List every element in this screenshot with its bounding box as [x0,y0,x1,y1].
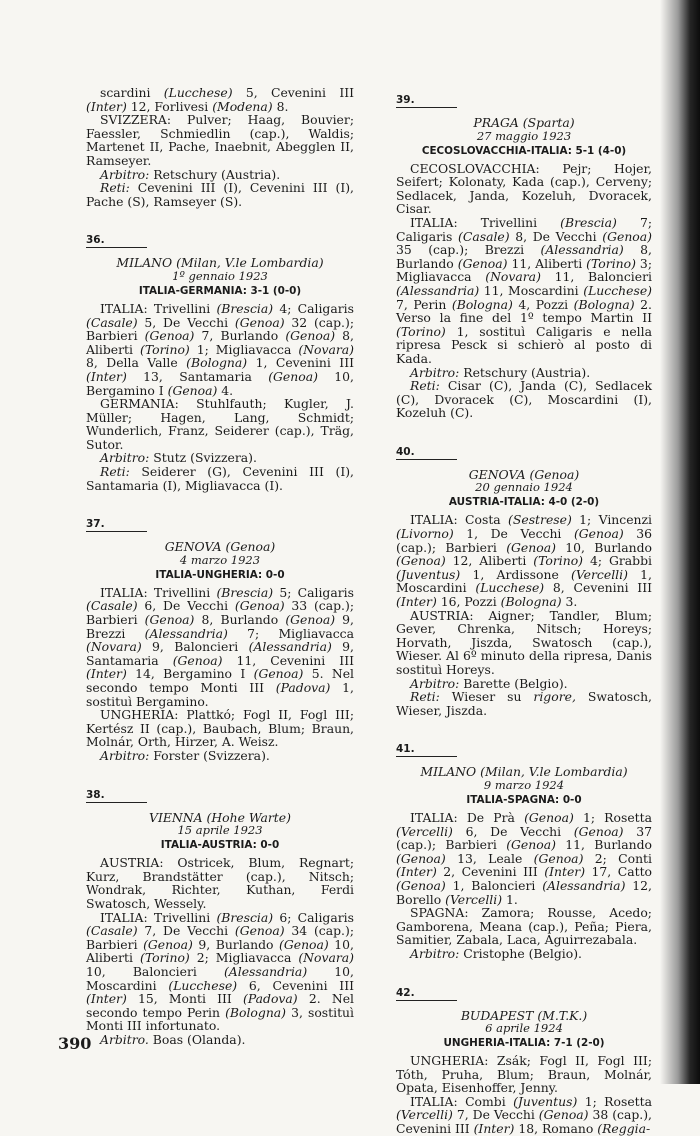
text-run: 36 (cap.); Barbieri [396,526,652,555]
match-result: CECOSLOVACCHIA-ITALIA: 5-1 (4-0) [421,144,627,157]
text-run: AUSTRIA: Ostricek, Blum, Regnart; Kurz, Brandstätter (cap.), Nitsch; Wondrak, Richter, Kuthan, Ferdi Swatosch, Wessely. [86,855,354,911]
text-paragraph [396,811,652,906]
italic-run: (Juventus) [396,566,461,582]
text-run: 11, Baloncieri [540,269,652,285]
text-run: 1; Rosetta [573,809,652,825]
text-paragraph [86,113,354,167]
text-run: 34 (cap.); Barbieri [86,923,355,952]
italic-run: (Casale) [458,228,510,244]
text-run: 1, Baloncieri [445,877,543,893]
text-run: 12, Borello [396,877,652,907]
text-paragraph [86,1033,354,1047]
italic-run: (Novara) [298,341,354,357]
text-run: GERMANIA: Stuhlfauth; Kugler, J. Müller; Hagen, Lang, Schmidt; Wunderlich, Franz, Seiderer (cap.), Träg, Sutor. [86,396,354,452]
italic-run: Arbitro: [100,747,150,763]
match-venue: MILANO (Milan, V.le Lombardia) [116,255,324,271]
text-run: 2, Cevenini III [436,864,545,880]
text-paragraph [86,465,354,492]
text-run: 33 (cap.); Barbieri [86,598,355,628]
text-paragraph [86,911,354,1033]
page-number: 390 [58,1034,92,1053]
match-venue: VIENNA (Hohe Warte) [149,809,291,825]
text-run: 7, Burlando [194,328,286,344]
text-run: 2. Nel secondo tempo Perin [86,991,354,1020]
italic-run: (Novara) [298,950,354,966]
text-paragraph [396,216,652,366]
match-number: 36. [86,234,147,248]
text-run: 1. [502,891,518,907]
match-date: 20 gennaio 1924 [475,480,573,495]
match-number-row [396,88,652,108]
italic-run: (Padova) [243,991,298,1007]
match-result: ITALIA-AUSTRIA: 0-0 [160,839,280,852]
text-run: 9, Brezzi [86,612,354,641]
text-paragraph [396,609,652,677]
text-run: 11, Cevenini III [222,652,354,668]
italic-run: (Casale) [86,598,138,614]
italic-run: (Torino) [586,255,636,271]
text-run: UNGHERIA: Zsák; Fogl II, Fogl III; Tóth, Pruha, Blum; Braun, Molnár, Opata, Eisenhoffer, Jenny. [396,1053,652,1096]
text-run: 6, Cevenini III [237,977,354,993]
text-run: 7; Migliavacca [227,625,354,641]
text-run: 5; Caligaris [273,584,354,600]
text-paragraph [86,168,354,182]
text-run: 3, sostituì Monti III infortunato. [86,1004,354,1034]
match-number-row [396,440,652,460]
italic-run: (Genoa) [538,1107,589,1123]
italic-run: (Brescia) [216,300,274,316]
italic-run: Arbitro: [100,166,150,182]
italic-run: Arbitro: [410,364,460,380]
text-run: 4. [217,382,234,398]
italic-run: (Genoa) [524,809,574,825]
match-number: 42. [396,987,457,1001]
text-run: 38 (cap.), Cevenini III [396,1107,652,1136]
text-run: 10, Bergamino I [86,368,354,398]
match-number-row [86,512,354,532]
italic-run: Arbitro: [410,945,460,961]
text-paragraph [396,162,652,216]
text-run: 8, Aliberti [86,328,354,357]
text-run: Barette (Belgio). [459,675,568,691]
text-run: 6; Caligaris [273,909,354,925]
match-venue: MILANO (Milan, V.le Lombardia) [420,764,628,780]
italic-run: (Inter) [544,864,586,880]
text-run: 18, Romano [514,1121,598,1136]
text-paragraph [86,708,354,749]
match-number-row [396,981,652,1001]
text-run: 5, De Vecchi [137,314,235,330]
italic-run: (Novara) [86,639,142,655]
text-run: 13, Leale [445,850,534,866]
text-run: 32 (cap.); Barbieri [86,314,355,344]
italic-run: (Livorno) [396,526,454,542]
text-run: 1, sostituì Caligaris e nella ripresa Pesck si schierò al posto di Kada. [396,323,652,366]
italic-run: (Genoa) [144,612,195,628]
italic-run: (Genoa) [396,877,446,893]
italic-run: (Alessandria) [396,282,480,298]
text-paragraph [396,366,652,380]
text-run: 3. [561,594,578,610]
italic-run: (Genoa) [533,850,584,866]
italic-run: (Bologna) [225,1004,287,1020]
text-paragraph [86,181,354,208]
text-run: 12, Forlivesi [126,98,213,114]
text-run: UNGHERIA: Plattkó; Fogl II, Fogl III; Kertész II (cap.), Baubach, Blum; Braun, Molnár, Orth, Hirzer, A. Weisz. [86,707,354,750]
italic-run: (Inter) [396,864,437,880]
italic-run: (Genoa) [396,850,446,866]
match-number-row [396,737,652,757]
text-run: 1, Moscardini [396,566,652,596]
text-run: Seiderer (G), Cevenini III (I), Santamaria (I), Migliavacca (I). [86,464,354,493]
text-run: 1, De Vecchi [453,526,574,542]
text-paragraph [396,677,652,691]
match-number-row [86,228,354,248]
text-run: 1; Vincenzi [571,512,652,528]
text-run: Wieser su [439,689,534,705]
text-run: 11, Moscardini [479,282,584,298]
italic-run: (Alessandria) [144,625,228,641]
text-run: 5. Nel secondo tempo Monti III [86,666,354,695]
text-paragraph [86,397,354,451]
match-number: 38. [86,789,147,803]
text-run: Stutz (Svizzera). [149,450,257,466]
match-date: 9 marzo 1924 [483,777,565,792]
italic-run: (Genoa) [172,652,223,668]
text-paragraph [396,379,652,420]
match-number: 41. [396,743,457,757]
italic-run: (Genoa) [285,328,336,344]
text-run: 6, De Vecchi [137,598,235,614]
italic-run: (Genoa) [234,314,285,330]
text-paragraph [86,749,354,763]
text-run: 17, Catto [585,864,653,880]
match-venue: PRAGA (Sparta) [473,115,575,130]
italic-run: (Padova) [275,680,331,695]
text-run: 2; Migliavacca [189,950,299,966]
text-run: 35 (cap.); Brezzi [396,242,541,258]
text-run: 8, Cevenini III [544,580,652,596]
match-date: 1º gennaio 1923 [172,268,268,283]
match-result: ITALIA-UNGHERIA: 0-0 [155,568,285,581]
text-run: 8. [272,98,289,114]
text-run: 37 (cap.); Barbieri [396,823,652,853]
text-run: 8, Burlando [396,242,652,271]
italic-run: (Brescia) [216,909,274,925]
text-run: ITALIA: Costa [410,512,509,528]
match-venue: GENOVA (Genoa) [468,466,580,482]
text-run: Cevenini III (I), Cevenini III (I), Pache (S), Ramseyer (S). [86,180,354,209]
italic-run: (Genoa) [573,526,624,542]
text-run: 4; Grabbi [583,553,652,569]
text-paragraph [396,513,652,608]
match-number: 39. [396,94,457,108]
italic-run: (Vercelli) [445,891,503,907]
text-run: ITALIA: Trivellini [100,584,217,600]
text-run: 6, De Vecchi [452,823,574,839]
left-column [86,86,354,1046]
text-run: 1; Rosetta [577,1093,652,1109]
text-paragraph [396,906,652,947]
text-run: Forster (Svizzera). [149,747,270,763]
italic-run: (Bologna) [451,296,513,312]
italic-run: (Brescia) [216,584,274,600]
text-run: 9, Baloncieri [141,639,249,655]
italic-run: (Genoa) [268,368,318,384]
text-run: Retschury (Austria). [149,166,281,182]
text-run: CECOSLOVACCHIA: Pejr; Hojer, Seifert; Kolonaty, Kada (cap.), Cerveny; Sedlacek, Janda, Kozeluh, Dvoracek, Cisar. [396,160,652,217]
text-run: 11, Aliberti [507,255,587,271]
italic-run: (Reggia- [597,1121,651,1136]
italic-run: (Genoa) [506,539,556,555]
text-run: 4; Caligaris [273,300,354,316]
text-run: SPAGNA: Zamora; Rousse, Acedo; Gamborena, Meana (cap.), Peña; Piera, Samitier, Zabala, Laca, Aguirrezabala. [396,905,652,948]
italic-run: (Novara) [485,269,541,285]
italic-run: Reti: [410,378,440,394]
text-paragraph [86,856,354,910]
italic-run: Arbitro. [100,1031,149,1047]
text-run: SVIZZERA: Pulver; Haag, Bouvier; Faessler, Schmiedlin (cap.), Waldis; Martenet II, Pache, Inaebnit, Abegglen II, Ramseyer. [86,112,354,168]
text-run: 8, Della Valle [86,355,187,371]
text-run: 15, Monti III [126,991,244,1007]
text-run: 2; Conti [583,850,652,866]
text-run: 7, Perin [396,296,452,312]
text-run: ITALIA: Trivellini [100,909,217,925]
italic-run: (Brescia) [560,214,617,230]
match-venue: BUDAPEST (M.T.K.) [460,1007,588,1023]
italic-run: Arbitro: [410,675,460,691]
italic-run: (Lucchese) [583,282,652,298]
italic-run: (Bologna) [500,594,562,610]
italic-run: Arbitro: [100,450,150,466]
text-run: 3; Migliavacca [396,255,652,285]
italic-run: (Genoa) [457,255,508,271]
text-run: 1, sostituì Bergamino. [86,680,354,709]
text-run: 12, Aliberti [445,553,534,569]
italic-run: (Inter) [86,368,127,384]
italic-run: (Alessandria) [542,877,626,893]
italic-run: (Genoa) [396,553,446,569]
right-column [396,86,652,1136]
match-date: 27 maggio 1923 [476,128,572,143]
match-result: AUSTRIA-ITALIA: 4-0 (2-0) [448,496,600,509]
text-run: 11, Burlando [555,837,652,853]
text-run: 1, Ardissone [460,566,572,582]
text-run: 1; Migliavacca [189,341,299,357]
match-date: 6 aprile 1924 [485,1021,563,1036]
italic-run: (Alessandria) [540,242,624,258]
italic-run: (Inter) [86,98,127,114]
text-run: 8, Burlando [194,612,286,628]
italic-run: (Inter) [86,991,127,1007]
italic-run: (Lucchese) [475,580,545,596]
italic-run: (Vercelli) [396,1107,453,1123]
italic-run: (Torino) [396,323,446,339]
text-run: ITALIA: Trivellini [410,214,561,230]
text-run: 7, De Vecchi [137,923,235,939]
text-run: Cisar (C), Janda (C), Sedlacek (C), Dvoracek (C), Moscardini (I), Kozeluh (C). [396,378,652,421]
italic-run: (Genoa) [253,666,304,682]
italic-run: Reti: [100,180,130,196]
italic-run: Reti: [410,689,440,705]
text-run: AUSTRIA: Aigner; Tandler, Blum; Gever, Chrenka, Nitsch; Horeys; Horvath, Jiszda, Swatosch (cap.), Wieser. Al 6º minuto della ripresa, Danis sostituì Horeys. [396,607,652,677]
italic-run: (Genoa) [234,598,285,614]
italic-run: (Genoa) [506,837,556,853]
italic-run: (Genoa) [143,936,193,952]
text-run: 9, Burlando [192,936,279,952]
italic-run: (Juventus) [513,1093,578,1109]
text-run: ITALIA: De Prà [410,809,525,825]
italic-run: Reti: [100,464,130,480]
italic-run: (Inter) [86,666,127,682]
match-number: 40. [396,446,457,460]
text-paragraph [396,947,652,961]
italic-run: (Inter) [396,594,437,610]
text-run: 14, Bergamino I [126,666,254,682]
italic-run: (Lucchese) [163,85,233,100]
text-run: 10, Aliberti [86,936,354,966]
text-run: 7; Caligaris [396,214,653,244]
text-run: 8, De Vecchi [509,228,603,244]
italic-run: (Genoa) [573,823,624,839]
match-result: ITALIA-GERMANIA: 3-1 (0-0) [138,284,302,297]
text-paragraph [86,302,354,397]
text-run: 10, Baloncieri [86,963,224,979]
italic-run: (Inter) [473,1121,515,1136]
book-spine-shadow [660,0,700,1084]
text-run: Cristophe (Belgio). [459,945,582,961]
text-run: 10, Burlando [555,539,652,555]
italic-run: (Alessandria) [223,963,308,979]
italic-run: (Sestrese) [508,512,572,528]
italic-run: (Genoa) [167,382,218,398]
text-run: 9, Santamaria [86,639,354,668]
match-venue: GENOVA (Genoa) [164,539,276,555]
italic-run: (Torino) [140,341,190,357]
text-run: 10, Moscardini [86,963,354,993]
text-run: 16, Pozzi [436,594,501,610]
match-result: UNGHERIA-ITALIA: 7-1 (2-0) [443,1037,605,1050]
italic-run: (Vercelli) [571,566,628,582]
italic-run: (Vercelli) [396,823,453,839]
match-date: 15 aprile 1923 [177,823,263,838]
text-paragraph [86,86,354,113]
italic-run: (Casale) [86,314,138,330]
italic-run: (Genoa) [285,612,336,628]
text-paragraph [396,690,652,717]
match-number: 37. [86,518,147,532]
italic-run: (Torino) [533,553,584,569]
text-run: Boas (Olanda). [148,1031,246,1047]
italic-run: rigore, [533,689,576,705]
italic-run: (Genoa) [602,228,652,244]
text-run: 4, Pozzi [512,296,574,312]
match-number-row [86,783,354,803]
text-paragraph [86,586,354,708]
italic-run: (Bologna) [186,355,248,371]
text-run: 7, De Vecchi [452,1107,539,1123]
italic-run: (Genoa) [234,923,285,939]
text-run: Swatosch, Wieser, Jiszda. [396,689,652,718]
text-run: 13, Santamaria [126,368,269,384]
match-result: ITALIA-SPAGNA: 0-0 [466,793,582,806]
text-run: Retschury (Austria). [459,364,591,380]
italic-run: (Genoa) [279,936,329,952]
text-run: 1, Cevenini III [247,355,354,371]
text-run: ITALIA: Combi [410,1093,514,1109]
italic-run: (Bologna) [573,296,635,312]
italic-run: (Casale) [86,923,138,939]
text-run: scardini [100,85,164,100]
italic-run: (Lucchese) [168,977,238,993]
text-paragraph [396,1054,652,1095]
text-run: 5, Cevenini III [232,85,354,100]
italic-run: (Modena) [212,98,273,114]
match-date: 4 marzo 1923 [179,552,261,567]
text-run: ITALIA: Trivellini [100,300,217,316]
italic-run: (Genoa) [144,328,195,344]
text-paragraph [396,1095,652,1136]
italic-run: (Alessandria) [248,639,332,655]
italic-run: (Torino) [140,950,190,966]
text-paragraph [86,451,354,465]
text-run: 2. Verso la fine del 1º tempo Martin II [396,296,652,326]
